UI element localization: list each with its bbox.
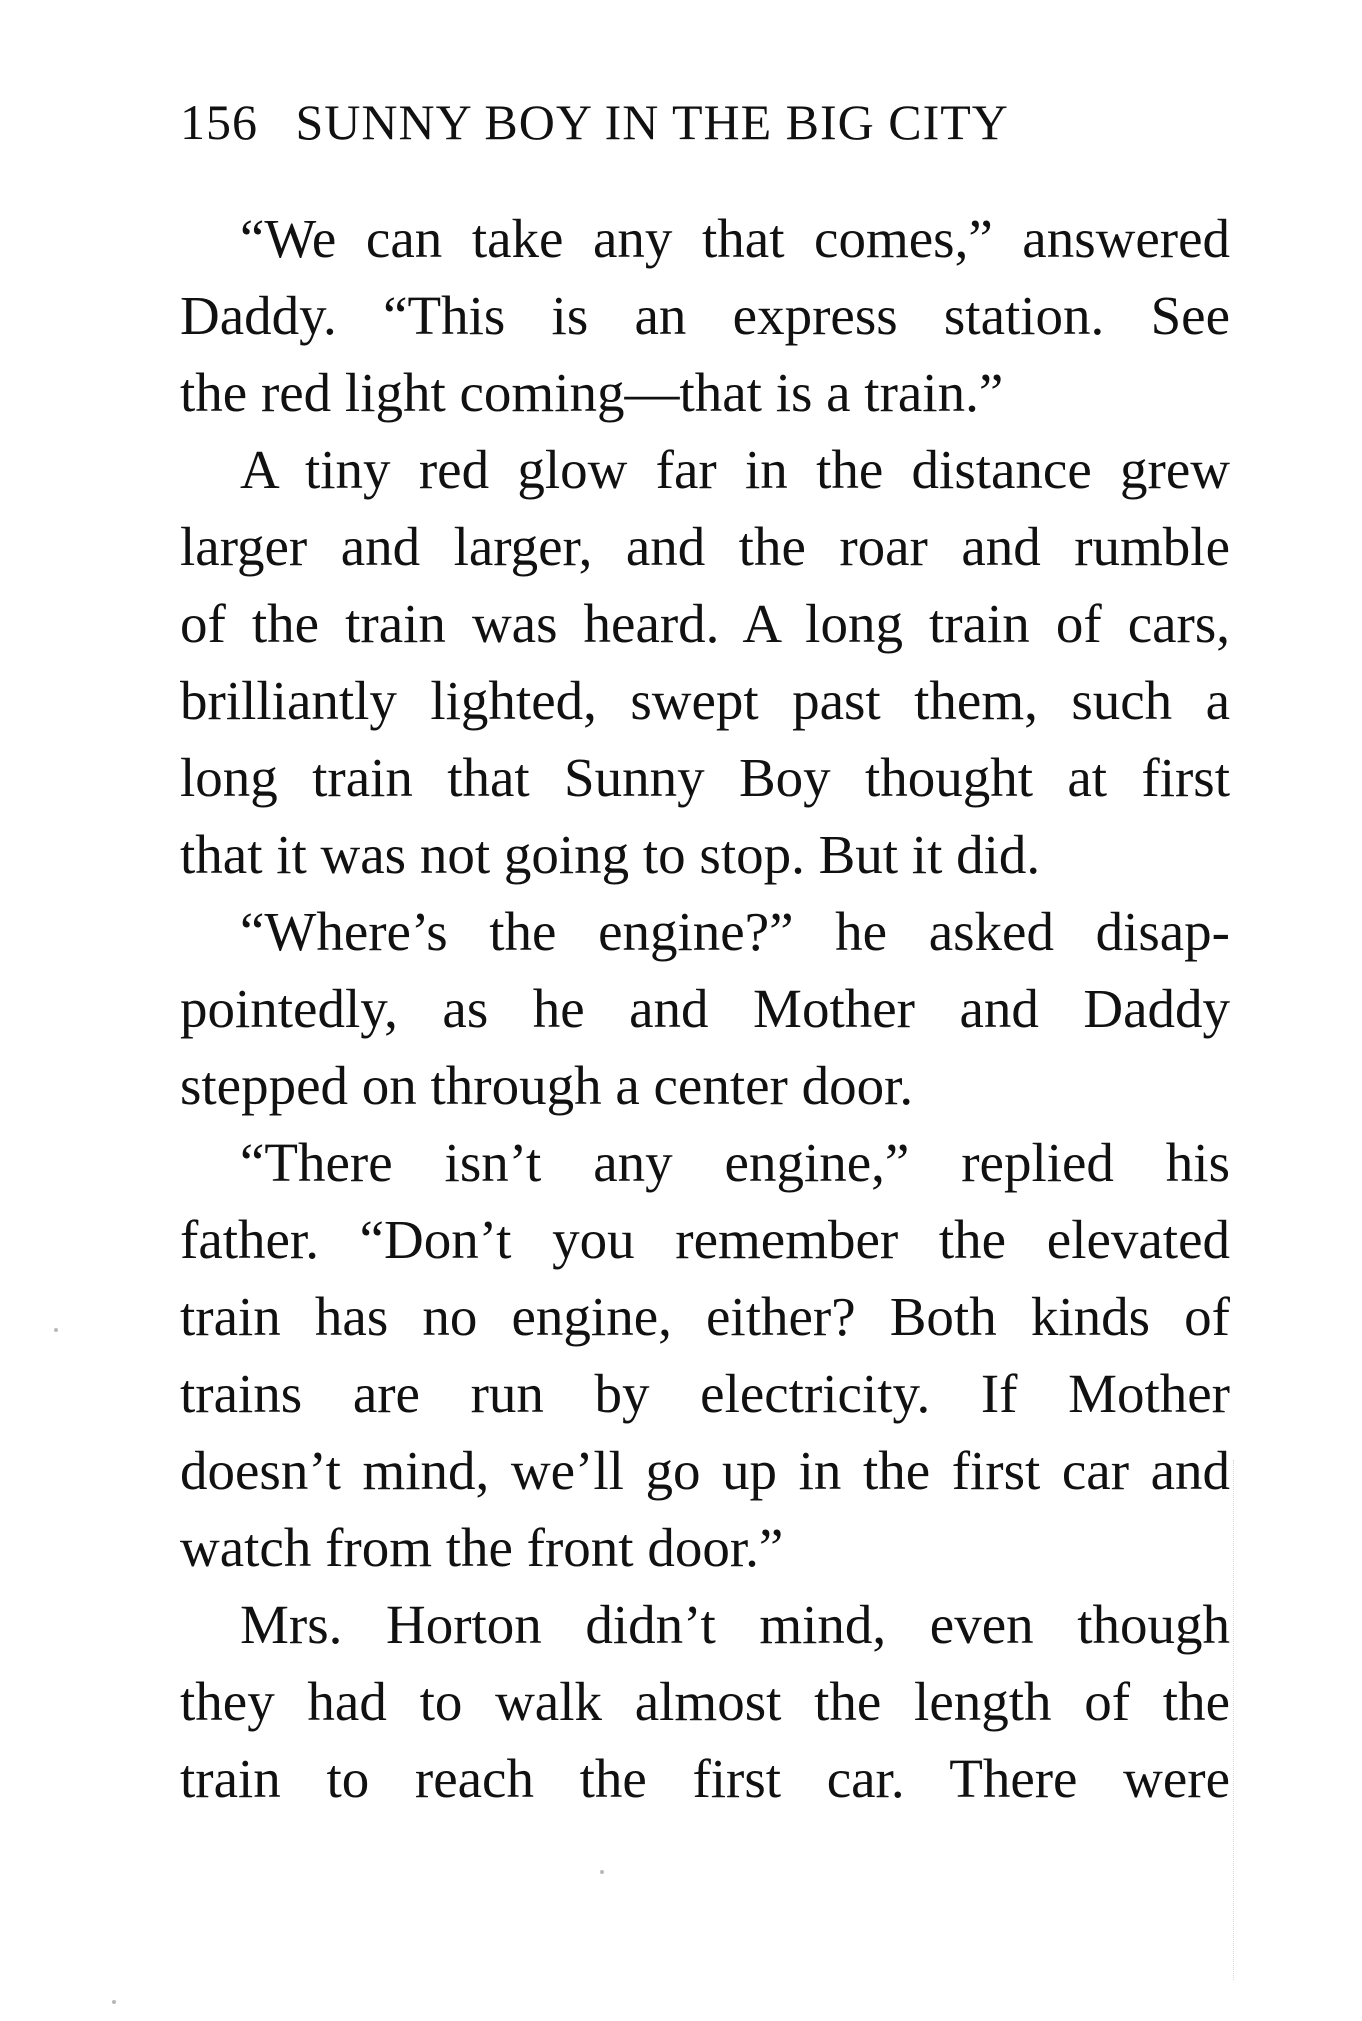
text-line: they had to walk almost the length of the: [180, 1671, 1230, 1732]
page-header: [180, 92, 1009, 152]
text-line: Daddy. “This is an express station. See: [180, 285, 1230, 346]
paper-speck: [600, 1870, 604, 1874]
page-number: 156: [180, 94, 258, 150]
paper-speck: [54, 1328, 58, 1332]
text-line: pointedly, as he and Mother and Daddy: [180, 978, 1230, 1039]
text-line: doesn’t mind, we’ll go up in the first car and: [180, 1440, 1230, 1501]
text-line: long train that Sunny Boy thought at first: [180, 747, 1230, 808]
text-line: larger and larger, and the roar and rumble: [180, 516, 1230, 577]
text-line: “There isn’t any engine,” replied his: [240, 1132, 1230, 1193]
running-title: SUNNY BOY IN THE BIG CITY: [295, 94, 1009, 150]
text-line: the red light coming—that is a train.”: [180, 362, 1004, 423]
text-line: “Where’s the engine?” he asked disap-: [240, 901, 1230, 962]
text-line: Mrs. Horton didn’t mind, even though: [240, 1594, 1230, 1655]
text-line: of the train was heard. A long train of cars,: [180, 593, 1230, 654]
text-line: train has no engine, either? Both kinds of: [180, 1286, 1230, 1347]
text-line: that it was not going to stop. But it did.: [180, 824, 1041, 885]
text-line: train to reach the first car. There were: [180, 1748, 1230, 1809]
text-line: A tiny red glow far in the distance grew: [240, 439, 1230, 500]
scan-edge-noise: [1233, 1460, 1244, 1980]
text-line: brilliantly lighted, swept past them, such a: [180, 670, 1230, 731]
text-line: trains are run by electricity. If Mother: [180, 1363, 1230, 1424]
paper-speck: [112, 2000, 116, 2004]
text-line: watch from the front door.”: [180, 1517, 784, 1578]
text-line: father. “Don’t you remember the elevated: [180, 1209, 1230, 1270]
text-line: “We can take any that comes,” answered: [240, 208, 1230, 269]
text-line: stepped on through a center door.: [180, 1055, 914, 1116]
body-text: [180, 200, 1230, 1817]
